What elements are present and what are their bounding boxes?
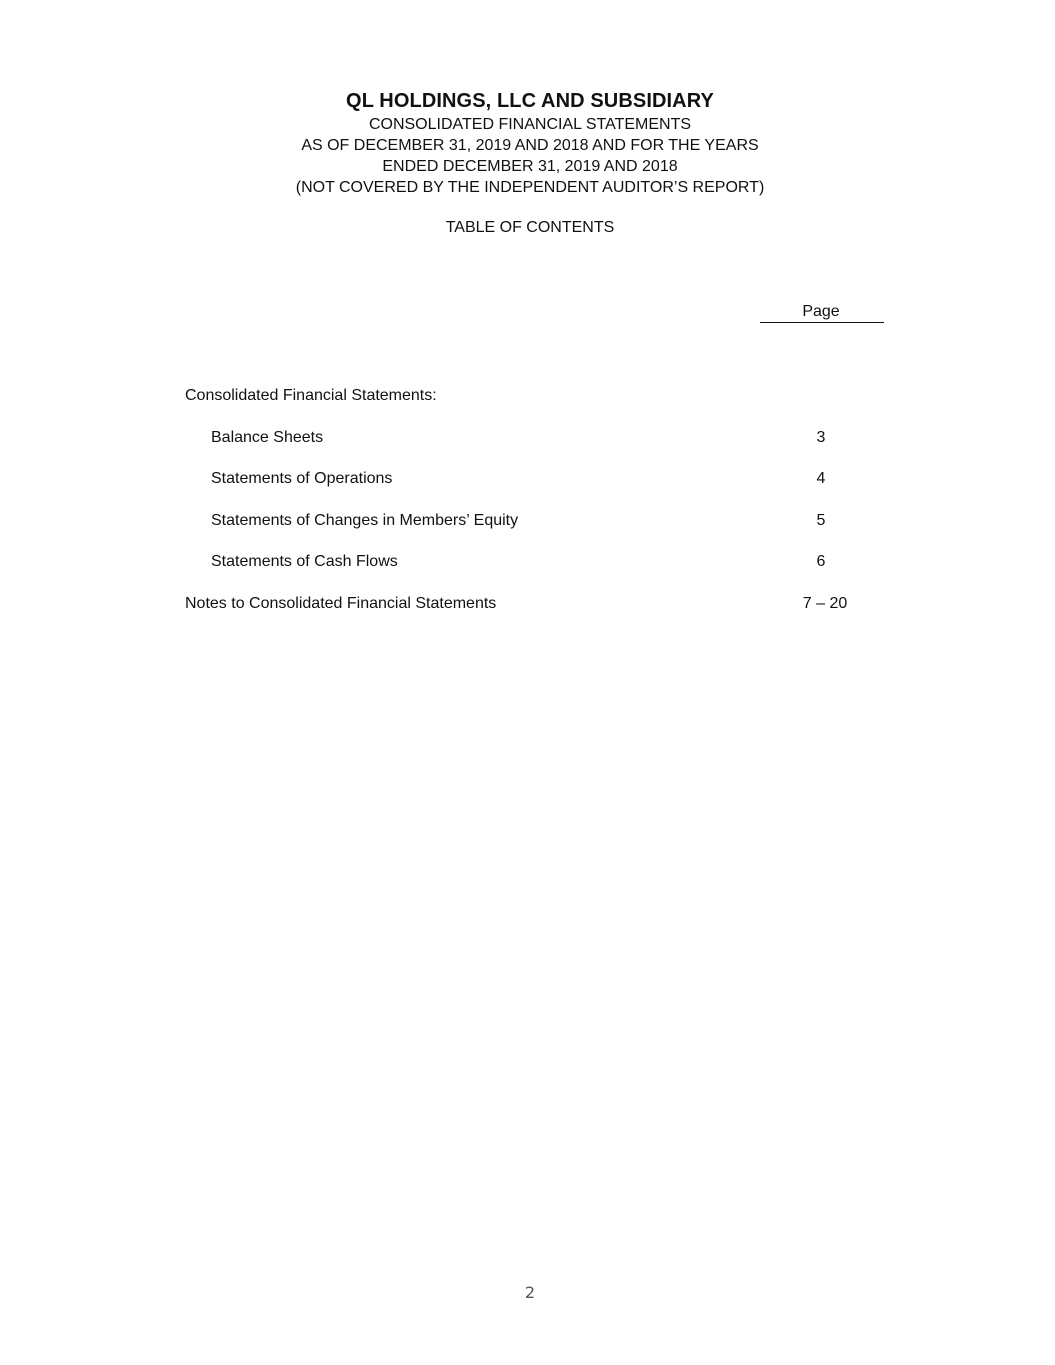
- page-number: 2: [524, 1283, 536, 1302]
- toc-entry-page: 3: [816, 429, 826, 446]
- toc-entry-label: Balance Sheets: [211, 429, 324, 446]
- header-line-1: CONSOLIDATED FINANCIAL STATEMENTS: [368, 116, 692, 133]
- toc-entry-label: Notes to Consolidated Financial Statements: [185, 595, 497, 612]
- toc-entry-label: Statements of Cash Flows: [211, 553, 398, 570]
- toc-entry: [0, 551, 1055, 573]
- company-name: QL HOLDINGS, LLC AND SUBSIDIARY: [346, 90, 714, 112]
- toc-entry: [0, 468, 1055, 490]
- toc-entry-page: 7 – 20: [802, 595, 848, 612]
- toc-title: TABLE OF CONTENTS: [445, 219, 615, 236]
- page-column-label: Page: [802, 303, 840, 320]
- toc-entry: [0, 427, 1055, 449]
- toc-entry-page: 5: [816, 512, 826, 529]
- header-line-3: ENDED DECEMBER 31, 2019 AND 2018: [382, 158, 678, 175]
- toc-entry-label: Statements of Operations: [211, 470, 393, 487]
- toc-entry-page: 6: [816, 553, 826, 570]
- page-column-header: [760, 301, 884, 323]
- header-line-4: (NOT COVERED BY THE INDEPENDENT AUDITOR’S REPORT): [295, 179, 765, 196]
- header-line-2: AS OF DECEMBER 31, 2019 AND 2018 AND FOR THE YEARS: [301, 137, 759, 154]
- toc-entry: [0, 593, 1055, 615]
- document-header: [0, 88, 1055, 198]
- toc-entry-page: 4: [816, 470, 826, 487]
- toc-entry: [0, 510, 1055, 532]
- toc-section-label: Consolidated Financial Statements:: [185, 387, 437, 404]
- toc-entry-label: Statements of Changes in Members’ Equity: [211, 512, 519, 529]
- toc-section-heading: [0, 385, 1055, 407]
